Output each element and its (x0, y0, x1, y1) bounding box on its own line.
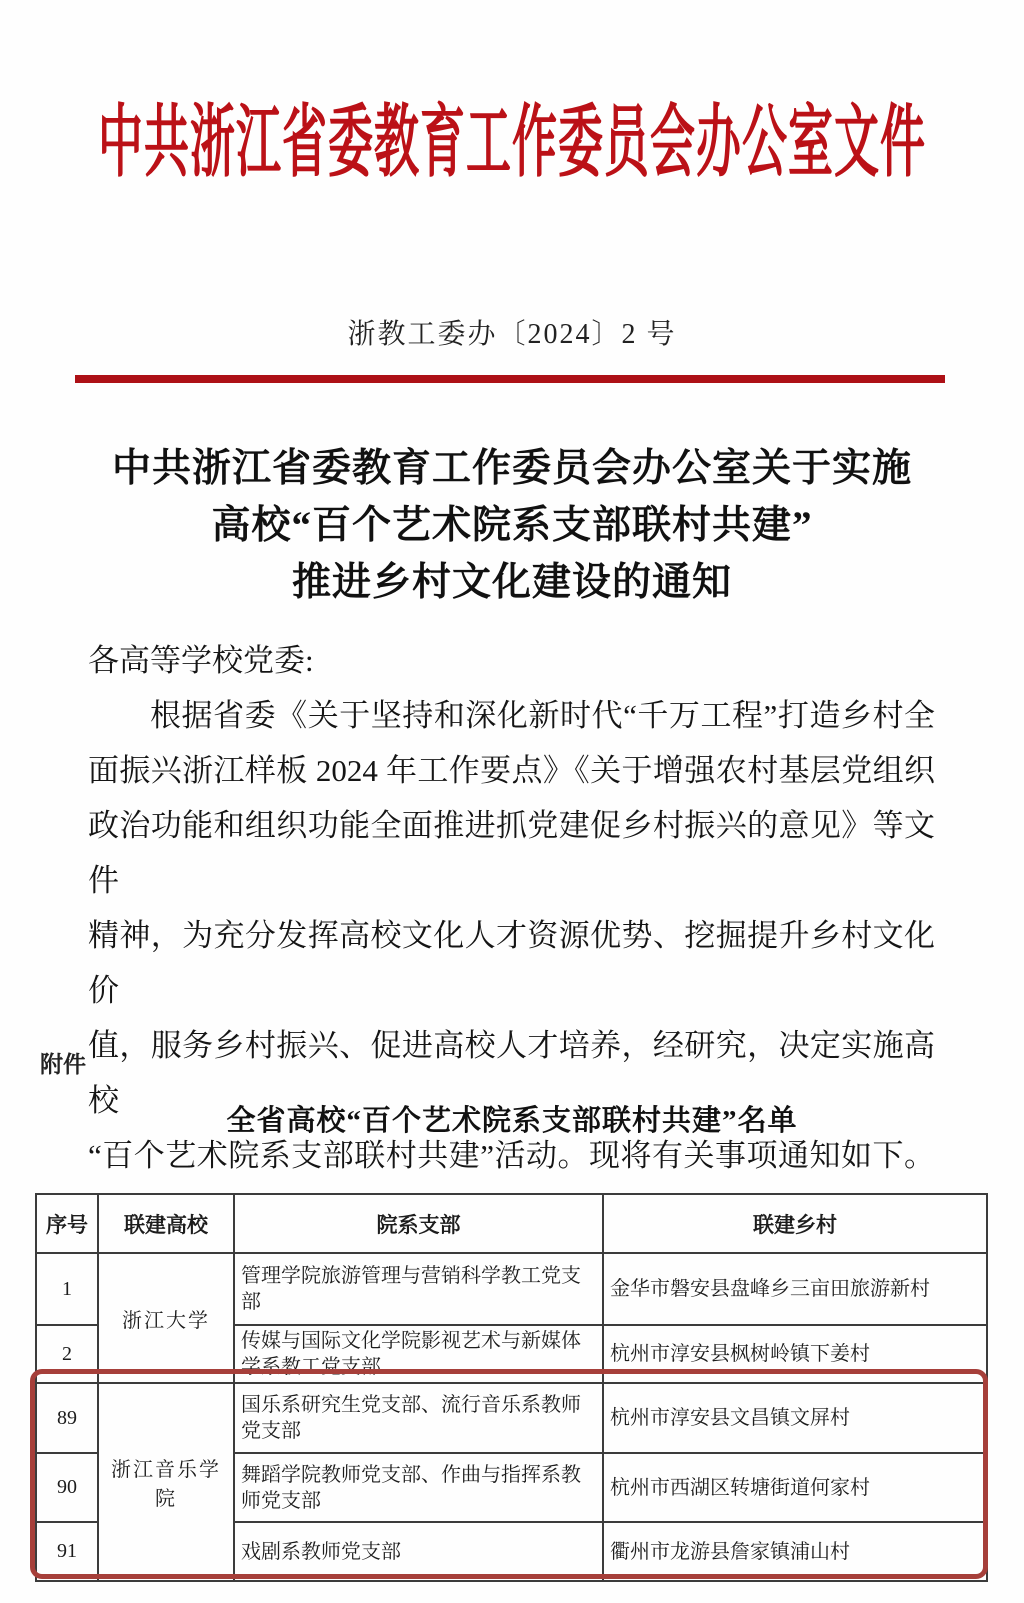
cell-index: 89 (36, 1383, 98, 1453)
salutation: 各高等学校党委: (88, 643, 314, 678)
cell-university: 浙江大学 (98, 1253, 234, 1383)
column-header: 序号 (36, 1194, 98, 1253)
cell-branch: 国乐系研究生党支部、流行音乐系教师党支部 (234, 1383, 603, 1453)
body-line: 精神，为充分发挥高校文化人才资源优势、挖掘提升乡村文化价 (88, 918, 935, 1008)
cell-branch: 戏剧系教师党支部 (234, 1522, 603, 1581)
cell-branch: 管理学院旅游管理与营销科学教工党支部 (234, 1253, 603, 1325)
cell-index: 2 (36, 1325, 98, 1383)
body-line: 根据省委《关于坚持和深化新时代“千万工程”打造乡村全 (150, 698, 935, 733)
document-title-line-2: 高校“百个艺术院系支部联村共建” (211, 504, 813, 547)
cell-village: 杭州市淳安县文昌镇文屏村 (603, 1383, 987, 1453)
table-row (36, 1383, 987, 1453)
cell-village: 金华市磐安县盘峰乡三亩田旅游新村 (603, 1253, 987, 1325)
document-title (40, 440, 984, 611)
attachment-label: 附件 (40, 1051, 86, 1077)
cell-village: 杭州市西湖区转塘街道何家村 (603, 1453, 987, 1522)
body-line: 值，服务乡村振兴、促进高校人才培养，经研究，决定实施高校 (88, 1028, 935, 1118)
attachment-table-title: 全省高校“百个艺术院系支部联村共建”名单 (226, 1105, 798, 1137)
document-number: 浙教工委办〔2024〕2 号 (347, 319, 677, 350)
document-title-line-1: 中共浙江省委教育工作委员会办公室关于实施 (111, 447, 912, 490)
column-header: 院系支部 (234, 1194, 603, 1253)
roster-table-wrapper (35, 1193, 988, 1582)
column-header: 联建高校 (98, 1194, 234, 1253)
cell-index: 1 (36, 1253, 98, 1325)
letterhead-rule (75, 375, 945, 383)
body-line: 面振兴浙江样板 2024 年工作要点》《关于增强农村基层党组织 (88, 753, 935, 788)
table-row (36, 1253, 987, 1325)
cell-university: 浙江音乐学院 (98, 1383, 234, 1581)
roster-table (35, 1193, 988, 1582)
cell-branch: 舞蹈学院教师党支部、作曲与指挥系教师党支部 (234, 1453, 603, 1522)
cell-index: 91 (36, 1522, 98, 1581)
letterhead-title-text: 中共浙江省委教育工作委员会办公室文件 (97, 99, 926, 187)
column-header: 联建乡村 (603, 1194, 987, 1253)
document-title-line-3: 推进乡村文化建设的通知 (291, 561, 732, 604)
table-header-row (36, 1194, 987, 1253)
body-line: 政治功能和组织功能全面推进抓党建促乡村振兴的意见》等文件 (88, 808, 935, 898)
cell-village: 衢州市龙游县詹家镇浦山村 (603, 1522, 987, 1581)
letterhead-title (0, 78, 1024, 187)
body-line: “百个艺术院系支部联村共建”活动。现将有关事项通知如下。 (88, 1138, 935, 1173)
cell-index: 90 (36, 1453, 98, 1522)
cell-village: 杭州市淳安县枫树岭镇下姜村 (603, 1325, 987, 1383)
cell-branch: 传媒与国际文化学院影视艺术与新媒体学系教工党支部 (234, 1325, 603, 1383)
